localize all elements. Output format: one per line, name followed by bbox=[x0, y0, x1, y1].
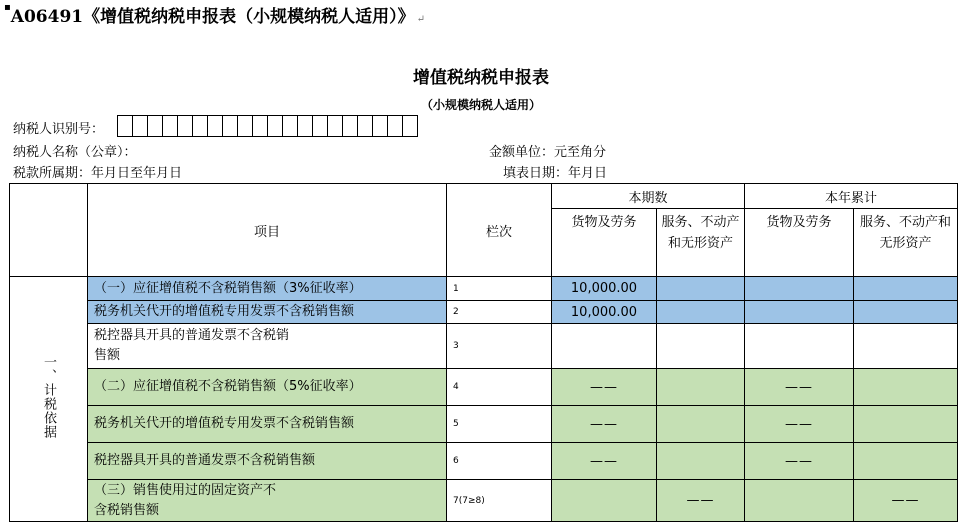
cell-goods-services-ytd[interactable] bbox=[745, 301, 854, 324]
row-item: （三）销售使用过的固定资产不含税销售额 bbox=[88, 480, 447, 522]
row-number: 7(7≥8) bbox=[447, 480, 552, 522]
cell-goods-services-ytd[interactable]: —— bbox=[745, 406, 854, 443]
row-number: 1 bbox=[447, 277, 552, 301]
row-item: （二）应征增值税不含税销售额（5%征收率） bbox=[88, 369, 447, 406]
header-year-to-date: 本年累计 bbox=[745, 184, 958, 209]
cell-goods-services[interactable]: —— bbox=[552, 443, 657, 480]
id-digit-box[interactable] bbox=[118, 116, 133, 136]
table-row bbox=[10, 480, 958, 522]
row-number: 3 bbox=[447, 324, 552, 369]
fill-date-label: 填表日期：年月日 bbox=[503, 166, 608, 181]
row-item: （一）应征增值税不含税销售额（3%征收率） bbox=[88, 277, 447, 301]
tax-return-table bbox=[9, 183, 958, 522]
table-row bbox=[10, 301, 958, 324]
table-row bbox=[10, 324, 958, 369]
row-item: 税控器具开具的普通发票不含税销售额 bbox=[88, 443, 447, 480]
cell-goods-services-ytd[interactable]: —— bbox=[745, 369, 854, 406]
cell-services-property[interactable] bbox=[657, 406, 745, 443]
id-digit-box[interactable] bbox=[253, 116, 268, 136]
id-digit-box[interactable] bbox=[208, 116, 223, 136]
header-services-property-ytd: 服务、不动产和无形资产 bbox=[854, 209, 958, 277]
row-item: 税务机关代开的增值税专用发票不含税销售额 bbox=[88, 406, 447, 443]
id-digit-box[interactable] bbox=[373, 116, 388, 136]
row-number: 6 bbox=[447, 443, 552, 480]
header-current-period: 本期数 bbox=[552, 184, 745, 209]
id-digit-box[interactable] bbox=[403, 116, 417, 136]
id-digit-box[interactable] bbox=[133, 116, 148, 136]
id-digit-box[interactable] bbox=[178, 116, 193, 136]
header-services-property: 服务、不动产和无形资产 bbox=[657, 209, 745, 277]
taxpayer-id-boxes[interactable] bbox=[117, 115, 418, 137]
table-row bbox=[10, 443, 958, 480]
row-number: 4 bbox=[447, 369, 552, 406]
cell-services-property[interactable] bbox=[657, 324, 745, 369]
header-blank-cell bbox=[10, 184, 88, 277]
id-digit-box[interactable] bbox=[343, 116, 358, 136]
cell-goods-services-ytd[interactable] bbox=[745, 480, 854, 522]
cell-services-property-ytd[interactable] bbox=[854, 443, 958, 480]
taxpayer-id-label: 纳税人识别号： bbox=[13, 122, 105, 137]
cell-services-property-ytd[interactable] bbox=[854, 324, 958, 369]
table-row bbox=[10, 369, 958, 406]
cell-goods-services-ytd[interactable]: —— bbox=[745, 443, 854, 480]
row-number: 5 bbox=[447, 406, 552, 443]
row-item: 税务机关代开的增值税专用发票不含税销售额 bbox=[88, 301, 447, 324]
table-row bbox=[10, 406, 958, 443]
taxpayer-name-label: 纳税人名称（公章）： bbox=[13, 145, 137, 160]
cell-goods-services[interactable]: 10,000.00 bbox=[552, 301, 657, 324]
table-row bbox=[10, 277, 958, 301]
cell-services-property[interactable] bbox=[657, 369, 745, 406]
amount-unit-label: 金额单位：元至角分 bbox=[489, 145, 607, 160]
cell-services-property-ytd[interactable] bbox=[854, 369, 958, 406]
cell-goods-services[interactable]: —— bbox=[552, 406, 657, 443]
id-digit-box[interactable] bbox=[388, 116, 403, 136]
row-item: 税控器具开具的普通发票不含税销售额 bbox=[88, 324, 447, 369]
cell-services-property-ytd[interactable]: —— bbox=[854, 480, 958, 522]
form-title: 增值税纳税申报表 bbox=[413, 68, 549, 88]
cell-goods-services-ytd[interactable] bbox=[745, 277, 854, 301]
section-label-tax-basis: 一、计税依据 bbox=[10, 277, 88, 522]
id-digit-box[interactable] bbox=[328, 116, 343, 136]
id-digit-box[interactable] bbox=[238, 116, 253, 136]
id-digit-box[interactable] bbox=[358, 116, 373, 136]
header-item: 项目 bbox=[88, 184, 447, 277]
form-subtitle: （小规模纳税人适用） bbox=[420, 98, 541, 112]
cell-services-property-ytd[interactable] bbox=[854, 277, 958, 301]
row-number: 2 bbox=[447, 301, 552, 324]
header-goods-services-ytd: 货物及劳务 bbox=[745, 209, 854, 277]
id-digit-box[interactable] bbox=[148, 116, 163, 136]
id-digit-box[interactable] bbox=[268, 116, 283, 136]
paragraph-mark-icon: ↵ bbox=[416, 14, 426, 25]
cell-goods-services[interactable] bbox=[552, 324, 657, 369]
document-title: A06491《增值税纳税申报表（小规模纳税人适用）》 bbox=[10, 7, 415, 27]
id-digit-box[interactable] bbox=[223, 116, 238, 136]
cell-goods-services[interactable]: —— bbox=[552, 369, 657, 406]
cell-goods-services[interactable] bbox=[552, 480, 657, 522]
id-digit-box[interactable] bbox=[298, 116, 313, 136]
id-digit-box[interactable] bbox=[163, 116, 178, 136]
cell-goods-services[interactable]: 10,000.00 bbox=[552, 277, 657, 301]
cell-services-property[interactable] bbox=[657, 443, 745, 480]
cell-services-property[interactable] bbox=[657, 277, 745, 301]
header-column-no: 栏次 bbox=[447, 184, 552, 277]
header-goods-services: 货物及劳务 bbox=[552, 209, 657, 277]
cell-services-property-ytd[interactable] bbox=[854, 301, 958, 324]
id-digit-box[interactable] bbox=[313, 116, 328, 136]
tax-period-label: 税款所属期：年月日至年月日 bbox=[13, 166, 183, 181]
id-digit-box[interactable] bbox=[193, 116, 208, 136]
cell-services-property[interactable]: —— bbox=[657, 480, 745, 522]
cell-services-property-ytd[interactable] bbox=[854, 406, 958, 443]
cell-goods-services-ytd[interactable] bbox=[745, 324, 854, 369]
cell-services-property[interactable] bbox=[657, 301, 745, 324]
id-digit-box[interactable] bbox=[283, 116, 298, 136]
document-heading: ▪A06491《增值税纳税申报表（小规模纳税人适用）》 ↵ bbox=[4, 2, 426, 27]
